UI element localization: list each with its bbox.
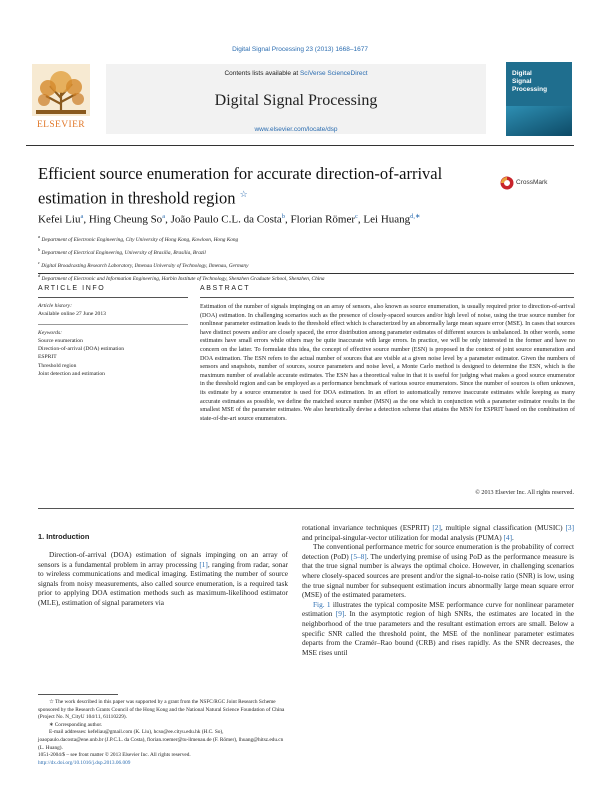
keyword-list [38,337,188,377]
affiliation-item [38,258,325,271]
footnote-text: The work described in this paper was supported by a grant from the NSFC/RGC Joint Research Scheme sponsored by the Research Grants Council of the Hong Kong and the National Natural Science Foundation of China (Project No. N_CityU 104/11, 61110229). [38,699,285,721]
article-info-separator [38,318,188,325]
affiliation-text: Department of Electronic Engineering, City University of Hong Kong, Kowloon, Hong Kong [40,236,239,243]
reference-link[interactable]: [3] [565,523,574,532]
author-affiliation-mark[interactable]: a [80,213,84,220]
article-title-text: Efficient source enumeration for accurate direction-of-arrival estimation in threshold region [38,164,443,208]
keyword: Threshold region [38,362,77,369]
body-text: . The underlying premise of using PoD as the performance measure is that the true signal number is always the optimal choice. However, in challenging scenarios where closely-spaced sources are present and/or the signal-to-noise ratio (SNR) is low, using the true signal number for subsequent estimation incurs abnormally large mean square error (MSE) of the estimated parameters. [302,551,575,600]
cover-art [506,106,572,136]
crossmark-badge[interactable] [500,176,560,190]
reference-link[interactable]: [4] [503,532,512,542]
author-name: Lei Huang [363,213,411,226]
abstract-rule [200,297,574,298]
author-separator: , [83,213,89,226]
author-affiliation-mark[interactable]: a [162,213,166,220]
journal-reference[interactable]: Digital Signal Processing 23 (2013) 1668–1677 [232,46,368,53]
body-text: . [512,532,514,542]
author-affiliation-mark[interactable]: c [355,213,358,220]
journal-masthead [26,62,574,140]
affiliation-mark: a [38,234,41,239]
history-label: Article history: [38,303,73,309]
crossmark-label: CrossMark [516,179,548,186]
body-text: rotational invariance techniques (ESPRIT) [302,523,433,532]
crossmark-icon [500,176,514,190]
affiliation-item [38,245,325,258]
affiliation-mark: b [38,246,41,252]
contents-line [106,70,486,77]
author-separator: , [165,213,171,226]
article-title [38,164,478,209]
footnotes [38,699,290,752]
author-separator: , [285,213,291,226]
intro-paragraph [302,523,574,542]
author-affiliation-mark[interactable]: d,∗ [410,213,421,220]
body-text: . In the asymptotic region of high SNRs, the estimates are located in the neighborhood of the true parameters and the resultant estimation errors are small. Below a specific SNR called the threshold point, the MSE of the nonlinear parameter estimates departs from the Cramér–Rao bound (CRB) and rises rapidly. As the SNR decreases, the MSE rises until [302,609,574,657]
right-column [302,523,574,657]
affiliation-mark: c [38,259,40,265]
keywords-label: Keywords: [38,330,63,337]
affiliation-text: Department of Electrical Engineering, University of Brasília, Brasília, Brazil [40,249,206,256]
header-divider [26,145,574,146]
cover-title: Digital Signal Processing [512,70,548,93]
intro-paragraph [302,600,574,658]
author-separator: , [357,213,364,226]
contents-prefix: Contents lists available at [224,70,300,77]
front-matter-info [38,752,191,767]
article-info-rule [38,297,188,298]
footnote [38,729,290,752]
body-text: Direction-of-arrival (DOA) estimation of signals impinging on an array of sensors is a fundamental problem in array processing [38,550,288,569]
abstract-text: Estimation of the number of signals impinging on an array of sensors, also known as source enumeration, is usually required prior to direction-of-arrival (DOA) estimation. In challenging scenarios such as the presence of closely-spaced sources and/or high level of noise, using the true source number for nonlinear parameter estimation leads to the threshold effect which is characterized by an abnormally large mean square error (MSE). In cases that sources have distinct powers and/or are closely spaced, the error distribution among parameter estimates of different sources is unbalanced. In other words, some estimates have small errors while others may be quite inaccurate with large errors. In practice, we will be only interested in the former and have no concern on the latter. To formulate this idea, the concept of effective source number (ESN) is proposed in the context of joint source enumeration and DOA estimation. The ESN refers to the actual number of sources that are visible at a given noise level by a parameter estimator. Given the numbers of sensors and snapshots, number of sources, source parameters and noise level, a Monte Carlo method is designed to determine the ESN, which is the maximum number of available accurate estimates. The ESN has a theoretical value in that it is useful for judging what makes a good source enumerator in the threshold region and can be employed as a performance benchmark of various source enumerators. Since the number of sources is often unknown, its estimate by a source enumerator is used for DOA estimation. In an effort to automatically remove inaccurate estimates while keeping as many accurate estimates as possible, we define the matched source number (MSN) as the one which in conjunction with a parameter estimator results in the smallest MSE of the parameter estimates. We also heuristically devise a detection scheme that attains the MSN for ESPRIT based on the combination of state-of-the-art source enumerators. [200,304,575,422]
footnote-rule [38,694,118,695]
body-text: and principal-singular-vector utilization for modal analysis (PUMA) [302,532,504,542]
sciencedirect-link[interactable]: SciVerse ScienceDirect [299,70,368,77]
body-text: , multiple signal classification (MUSIC) [440,523,566,532]
keyword: ESPRIT [38,354,57,361]
author-name: João Paulo C.L. da Costa [170,213,282,226]
reference-link[interactable]: [1] [199,559,208,569]
journal-header-band [106,64,486,134]
footnote-mark: ∗ [49,721,55,728]
affiliation-divider [38,273,574,274]
affiliation-list [38,232,325,284]
section-number: 1. [38,532,45,541]
author-name: Florian Römer [290,213,356,226]
reference-link[interactable]: Fig. 1 [313,599,331,609]
journal-homepage-link[interactable]: www.elsevier.com/locate/dsp [254,126,338,133]
footnote-text: E-mail addresses: kefeliau@gmail.com (K. Liu), hcso@ee.cityu.edu.hk (H.C. So), joaopaulo.dacosta@ene.unb.br (J.P.C.L. da Costa), florian.roemer@tu-ilmenau.de (F. Römer), lhuang@hitsz.edu.cn (L. Huang). [38,729,284,751]
article-info-heading: ARTICLE INFO [38,285,106,292]
keyword: Source enumeration [38,338,83,345]
body-text: illustrates the typical composite MSE performance curve for nonlinear parameter estimation [302,599,574,619]
author-affiliation-mark[interactable]: b [281,213,286,220]
author-list [38,212,420,226]
article-info [38,302,188,378]
footnote-mark: ☆ [49,699,55,705]
author-name: Hing Cheung So [88,213,163,226]
journal-cover-thumbnail[interactable] [506,62,572,136]
title-footnote-mark[interactable]: ☆ [239,189,248,199]
keyword: Joint detection and estimation [38,370,105,377]
reference-link[interactable]: [2] [432,523,441,532]
elsevier-logo[interactable] [26,62,96,134]
section-title: Introduction [46,532,90,541]
affiliation-text: Digital Broadcasting Research Laboratory, Ilmenau University of Technology, Ilmenau, Germany [39,262,249,269]
affiliation-item [38,232,325,245]
abstract-end-rule [38,508,574,509]
publisher-logo-text: ELSEVIER [36,120,86,130]
affiliation-mark: d [38,272,41,278]
reference-link[interactable]: [5–8] [350,551,367,561]
issn-line: 1051-2004/$ – see front matter © 2013 Elsevier Inc. All rights reserved. [38,752,191,758]
copyright-notice: © 2013 Elsevier Inc. All rights reserved. [475,490,574,496]
section-heading [38,532,89,541]
left-column [38,550,288,608]
journal-name: Digital Signal Processing [214,92,378,109]
footnote [38,699,290,722]
body-text: , ranging from radar, sonar to wireless communications and medical imaging. Estimating the number of source signals from noisy measurements, also called source enumeration, is a required task prior to applying DOA estimation methods such as maximum-likelihood estimator (MLE), estimation of signal parameters via [38,559,289,607]
body-text: The conventional performance metric for source enumeration is the probability of correct detection (PoD) [302,542,574,561]
doi-link[interactable]: http://dx.doi.org/10.1016/j.dsp.2013.06.009 [38,759,131,766]
author-name: Kefei Liu [38,213,81,226]
intro-paragraph [38,550,288,608]
affiliation-text: Department of Electronic and Information Engineering, Harbin Institute of Technology, Shenzhen Graduate School, Shenzhen, China [40,275,325,282]
history-value: Available online 27 June 2013 [38,311,106,318]
abstract-heading: ABSTRACT [200,285,251,292]
keyword: Direction-of-arrival (DOA) estimation [38,346,125,353]
reference-link[interactable]: [9] [335,609,345,619]
footnote-text: Corresponding author. [54,721,103,728]
intro-paragraph [302,542,574,600]
